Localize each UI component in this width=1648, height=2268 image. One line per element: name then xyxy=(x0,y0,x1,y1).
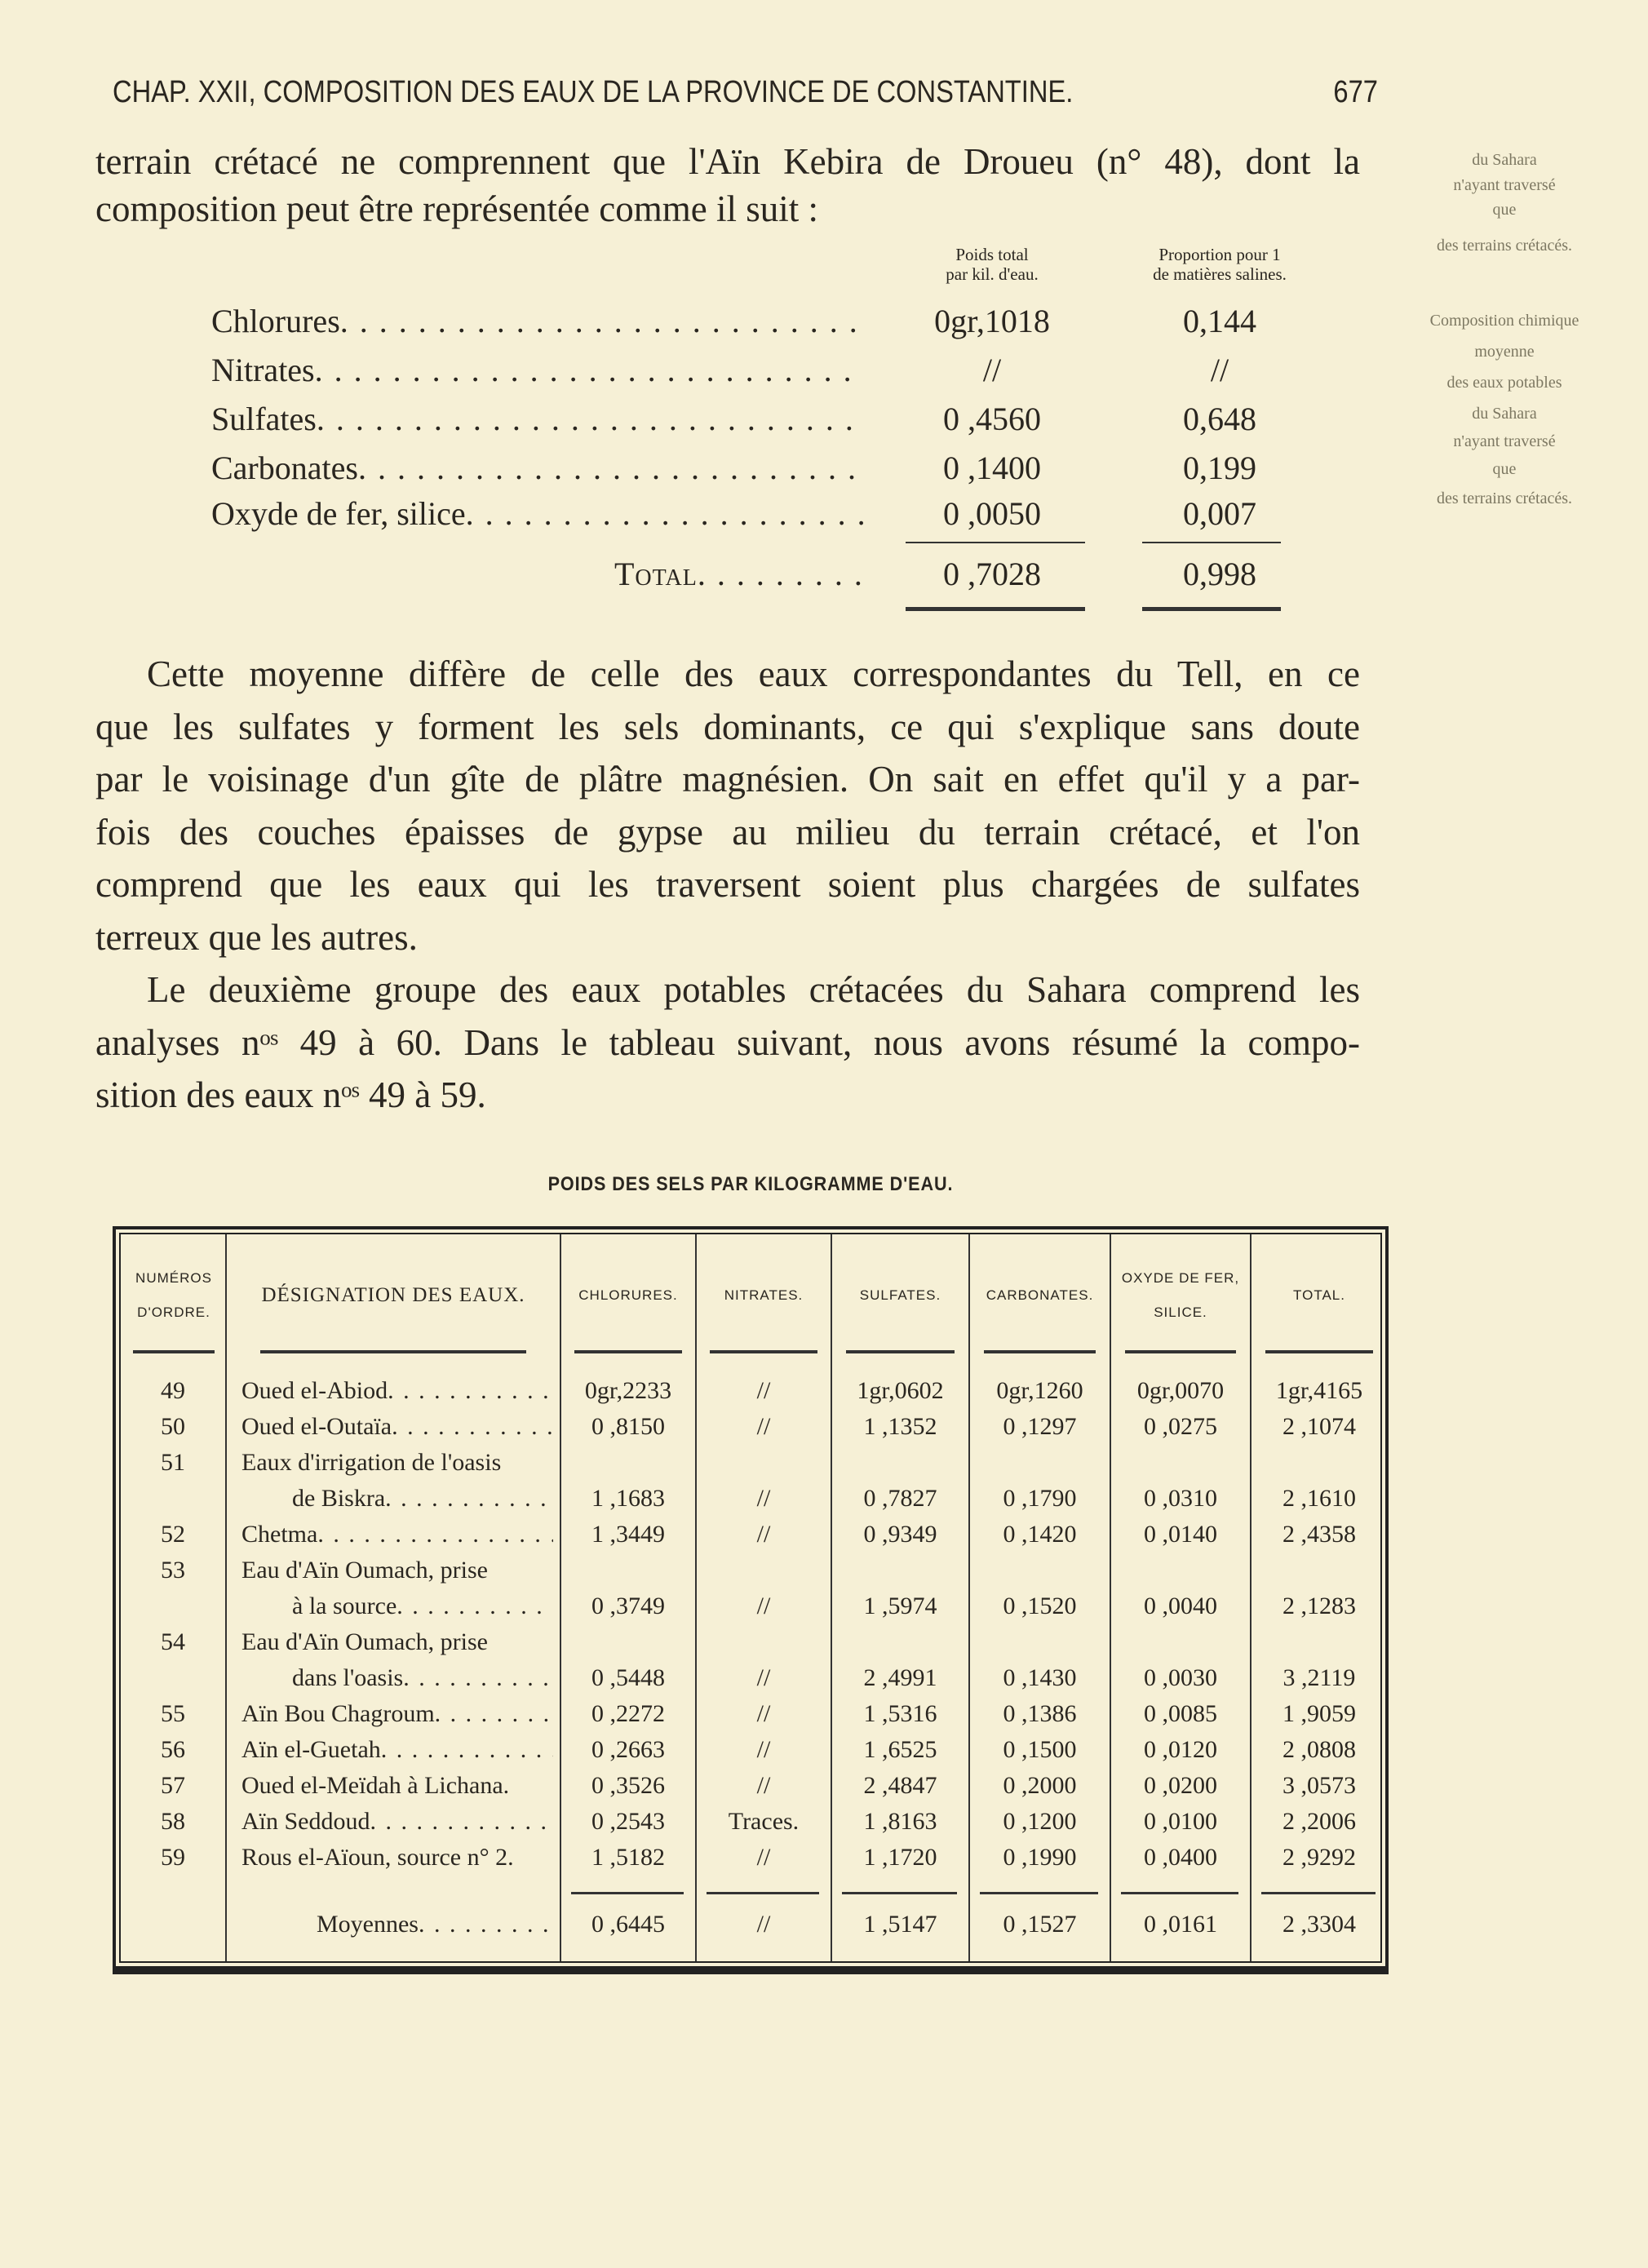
intro-line: composition peut être représentée comme il suit : xyxy=(95,188,818,229)
header-line: Poids total xyxy=(955,245,1029,264)
composition-row xyxy=(211,400,1272,441)
row-label-wrap xyxy=(211,494,864,533)
designation xyxy=(241,1445,553,1517)
designation xyxy=(241,1553,553,1624)
dot-leader xyxy=(466,494,864,533)
value-cell: 2 ,0808 xyxy=(1283,1736,1356,1763)
designation-text: Chetma xyxy=(241,1521,318,1548)
header-line: OXYDE DE FER, xyxy=(1121,1270,1240,1286)
designation-text: Aïn el-Guetah xyxy=(241,1736,381,1763)
composition-row xyxy=(211,449,1272,489)
value-cell: 0 ,1527 xyxy=(1003,1911,1077,1938)
designation xyxy=(317,1907,553,1942)
margin-note-line: Composition chimique xyxy=(1429,312,1579,330)
row-label-wrap xyxy=(211,302,864,340)
row-number: 58 xyxy=(161,1808,185,1835)
value-cell: 3 ,2119 xyxy=(1283,1664,1356,1691)
designation-line xyxy=(241,1373,553,1409)
designation xyxy=(241,1624,553,1696)
value-cell: 0 ,0030 xyxy=(1144,1664,1217,1691)
designation xyxy=(241,1732,553,1768)
header-designation xyxy=(227,1234,560,1357)
dot-leader xyxy=(340,302,864,340)
header-total xyxy=(1252,1234,1387,1357)
designation-text: Oued el-Outaïa xyxy=(241,1413,392,1440)
dot-leader xyxy=(698,555,864,593)
value-cell: 0 ,0120 xyxy=(1144,1736,1217,1763)
row-number: 51 xyxy=(161,1449,185,1476)
header-label: TOTAL. xyxy=(1293,1287,1345,1303)
body-line: analyses nᵒˢ 49 à 60. Dans le tableau suivant, nous avons résumé la compo- xyxy=(95,1022,1360,1063)
designation-line xyxy=(241,1517,553,1553)
value-cell: 2 ,4991 xyxy=(863,1664,937,1691)
designation xyxy=(241,1696,553,1732)
header-label: NITRATES. xyxy=(724,1287,804,1303)
value-cell: 0 ,0275 xyxy=(1144,1413,1217,1440)
average-rule xyxy=(1121,1892,1238,1894)
value-cell: // xyxy=(756,1911,771,1938)
value-cell: 0 ,0400 xyxy=(1144,1844,1217,1871)
designation xyxy=(241,1409,553,1445)
designation-text: à la source xyxy=(292,1592,397,1619)
weight-value: // xyxy=(982,352,1002,388)
proportion-value: // xyxy=(1210,352,1229,388)
row-label: Carbonates xyxy=(211,450,358,486)
header-chlorures xyxy=(561,1234,695,1357)
dot-leader xyxy=(388,1373,553,1409)
designation-line xyxy=(317,1907,553,1942)
value-cell: // xyxy=(756,1700,771,1727)
intro-line: terrain crétacé ne comprennent que l'Aïn Kebira de Droueu (n° 48), dont la xyxy=(95,141,1360,182)
value-cell: 0 ,2543 xyxy=(591,1808,665,1835)
value-cell: 1 ,5974 xyxy=(863,1592,937,1619)
value-cell: 2 ,4358 xyxy=(1283,1521,1356,1548)
table-row xyxy=(121,1732,1380,1768)
margin-note-line: que xyxy=(1492,201,1517,219)
weight-value: 0 ,4560 xyxy=(943,401,1041,437)
value-cell: 0 ,0200 xyxy=(1144,1772,1217,1799)
header-rule xyxy=(984,1350,1096,1353)
designation-line xyxy=(241,1696,553,1732)
body-line: Cette moyenne diffère de celle des eaux correspondantes du Tell, en ce xyxy=(147,653,1360,694)
value-cell: 3 ,0573 xyxy=(1283,1772,1356,1799)
proportion-value: 0,007 xyxy=(1183,495,1256,532)
body-line: fois des couches épaisses de gypse au milieu du terrain crétacé, et l'on xyxy=(95,812,1360,853)
designation xyxy=(241,1373,553,1409)
total-label: Total xyxy=(614,556,698,592)
designation-line xyxy=(241,1445,553,1481)
weight-value: 0 ,1400 xyxy=(943,450,1041,486)
body-line: par le voisinage d'un gîte de plâtre magnésien. On sait en effet qu'il y a par- xyxy=(95,759,1360,800)
header-rule xyxy=(133,1350,215,1353)
value-cell: 0 ,1790 xyxy=(1003,1485,1077,1512)
value-cell: 0 ,0040 xyxy=(1144,1592,1217,1619)
value-cell: // xyxy=(756,1844,771,1871)
row-label: Sulfates xyxy=(211,401,317,437)
value-cell: 0 ,3749 xyxy=(591,1592,665,1619)
row-number: 54 xyxy=(161,1628,185,1655)
row-number: 57 xyxy=(161,1772,185,1799)
row-label: Oxyde de fer, silice xyxy=(211,495,466,532)
table-row xyxy=(121,1768,1380,1804)
header-line: par kil. d'eau. xyxy=(946,264,1039,284)
averages-row xyxy=(121,1907,1380,1942)
table-row xyxy=(121,1804,1380,1840)
value-cell: // xyxy=(756,1485,771,1512)
margin-note-line: du Sahara xyxy=(1472,151,1537,169)
table-row xyxy=(121,1840,1380,1876)
value-cell: 0 ,1420 xyxy=(1003,1521,1077,1548)
dot-leader xyxy=(317,1517,553,1553)
value-cell: 0 ,5448 xyxy=(591,1664,665,1691)
value-cell: 0 ,1520 xyxy=(1003,1592,1077,1619)
designation-line xyxy=(241,1768,553,1804)
value-cell: // xyxy=(756,1592,771,1619)
header-label: DÉSIGNATION DES EAUX. xyxy=(261,1284,525,1306)
designation-line xyxy=(241,1409,553,1445)
designation-line xyxy=(241,1660,553,1696)
table-row xyxy=(121,1624,1380,1696)
average-rule xyxy=(571,1892,684,1894)
header-rule xyxy=(846,1350,955,1353)
designation-text: de Biskra xyxy=(292,1485,386,1512)
average-rule xyxy=(707,1892,819,1894)
value-cell: Traces. xyxy=(728,1808,800,1835)
weight-value: 0gr,1018 xyxy=(934,303,1050,339)
value-cell: 0 ,1200 xyxy=(1003,1808,1077,1835)
designation-text: Aïn Bou Chagroum xyxy=(241,1700,435,1727)
row-number: 49 xyxy=(161,1377,185,1404)
value-cell: 0 ,1500 xyxy=(1003,1736,1077,1763)
header-rule xyxy=(1125,1350,1236,1353)
composition-row xyxy=(211,494,1272,535)
total-weight: 0 ,7028 xyxy=(943,556,1041,592)
value-cell: // xyxy=(756,1377,771,1404)
designation-text: Rous el-Aïoun, source n° 2. xyxy=(241,1844,514,1871)
row-label-wrap xyxy=(211,400,864,438)
header-rule xyxy=(260,1350,526,1353)
row-number: 56 xyxy=(161,1736,185,1763)
value-cell: 1 ,5147 xyxy=(863,1911,937,1938)
value-cell: 2 ,4847 xyxy=(863,1772,937,1799)
designation-text: dans l'oasis xyxy=(292,1664,404,1691)
table-row xyxy=(121,1553,1380,1624)
designation-line xyxy=(241,1840,553,1876)
total-row xyxy=(211,555,1272,596)
value-cell: // xyxy=(756,1413,771,1440)
salts-table xyxy=(113,1226,1389,1974)
table-inner-frame xyxy=(119,1233,1382,1963)
proportion-header xyxy=(1114,245,1326,284)
designation-line xyxy=(241,1588,553,1624)
header-rule xyxy=(574,1350,681,1353)
value-cell: 0 ,1430 xyxy=(1003,1664,1077,1691)
sum-rule xyxy=(1142,542,1281,543)
sum-rule xyxy=(906,542,1085,543)
value-cell: 2 ,1283 xyxy=(1283,1592,1356,1619)
header-line: Proportion pour 1 xyxy=(1158,245,1281,264)
header-nitrates xyxy=(697,1234,831,1357)
margin-note-line: que xyxy=(1492,460,1517,478)
row-label-wrap xyxy=(211,351,864,389)
margin-note-line: n'ayant traversé xyxy=(1453,432,1556,450)
designation-line xyxy=(241,1732,553,1768)
header-number xyxy=(122,1234,225,1357)
dot-leader xyxy=(419,1907,553,1942)
row-number: 53 xyxy=(161,1557,185,1584)
dot-leader xyxy=(385,1481,553,1517)
dot-leader xyxy=(317,400,864,438)
designation-line xyxy=(241,1804,553,1840)
value-cell: 0 ,2272 xyxy=(591,1700,665,1727)
margin-note-line: des terrains crétacés. xyxy=(1436,489,1572,507)
designation-text: Oued el-Meïdah à Lichana. xyxy=(241,1772,510,1799)
weight-header xyxy=(886,245,1098,284)
designation-text: Eau d'Aïn Oumach, prise xyxy=(241,1557,488,1584)
designation-line xyxy=(241,1624,553,1660)
value-cell: 0 ,3526 xyxy=(591,1772,665,1799)
dot-leader xyxy=(358,449,864,487)
composition-row xyxy=(211,351,1272,392)
row-label-wrap xyxy=(211,449,864,487)
weight-value: 0 ,0050 xyxy=(943,495,1041,532)
row-number: 50 xyxy=(161,1413,185,1440)
header-label: CARBONATES. xyxy=(986,1287,1094,1303)
value-cell: 0 ,2663 xyxy=(591,1736,665,1763)
header-label: CHLORURES. xyxy=(578,1287,678,1303)
value-cell: 2 ,3304 xyxy=(1283,1911,1356,1938)
margin-note-line: moyenne xyxy=(1474,343,1535,361)
dot-leader xyxy=(403,1660,553,1696)
value-cell: 1 ,8163 xyxy=(863,1808,937,1835)
table-row xyxy=(121,1373,1380,1409)
value-cell: 0 ,0100 xyxy=(1144,1808,1217,1835)
designation-text: Eau d'Aïn Oumach, prise xyxy=(241,1628,488,1655)
designation-text: Aïn Seddoud xyxy=(241,1808,370,1835)
row-number: 52 xyxy=(161,1521,185,1548)
value-cell: 0 ,6445 xyxy=(591,1911,665,1938)
value-cell: 0 ,1990 xyxy=(1003,1844,1077,1871)
value-cell: 0gr,2233 xyxy=(584,1377,672,1404)
margin-note-line: des eaux potables xyxy=(1446,374,1562,392)
body-line: comprend que les eaux qui les traversent soient plus chargées de sulfates xyxy=(95,864,1360,905)
value-cell: 2 ,2006 xyxy=(1283,1808,1356,1835)
body-line: que les sulfates y forment les sels dominants, ce qui s'explique sans doute xyxy=(95,707,1360,747)
table-row xyxy=(121,1517,1380,1553)
designation-text: Oued el-Abiod xyxy=(241,1377,388,1404)
margin-note-line: du Sahara xyxy=(1472,405,1537,423)
proportion-value: 0,199 xyxy=(1183,450,1256,486)
body-line: terreux que les autres. xyxy=(95,917,418,958)
value-cell: 1 ,5316 xyxy=(863,1700,937,1727)
composition-row xyxy=(211,302,1272,343)
row-label-wrap xyxy=(614,555,864,593)
designation xyxy=(241,1517,553,1553)
value-cell: 1 ,6525 xyxy=(863,1736,937,1763)
value-cell: 1 ,1352 xyxy=(863,1413,937,1440)
row-label: Chlorures xyxy=(211,303,340,339)
proportion-value: 0,648 xyxy=(1183,401,1256,437)
value-cell: 0 ,0085 xyxy=(1144,1700,1217,1727)
table-row xyxy=(121,1409,1380,1445)
double-rule xyxy=(906,607,1085,611)
row-label: Nitrates xyxy=(211,352,315,388)
value-cell: 0 ,7827 xyxy=(863,1485,937,1512)
table-row xyxy=(121,1696,1380,1732)
designation-text: Moyennes xyxy=(317,1911,419,1938)
average-rule xyxy=(1261,1892,1376,1894)
value-cell: // xyxy=(756,1736,771,1763)
header-line: SILICE. xyxy=(1154,1305,1207,1320)
header-line: de matières salines. xyxy=(1153,264,1287,284)
average-rule xyxy=(980,1892,1098,1894)
table-title: POIDS DES SELS PAR KILOGRAMME D'EAU. xyxy=(547,1173,954,1195)
value-cell: 1gr,4165 xyxy=(1275,1377,1363,1404)
row-number: 59 xyxy=(161,1844,185,1871)
designation-text: Eaux d'irrigation de l'oasis xyxy=(241,1449,502,1476)
double-rule xyxy=(1142,607,1281,611)
margin-note-line: n'ayant traversé xyxy=(1453,176,1556,194)
designation xyxy=(241,1768,553,1804)
value-cell: 1 ,3449 xyxy=(591,1521,665,1548)
value-cell: 1 ,9059 xyxy=(1283,1700,1356,1727)
header-label: SULFATES. xyxy=(859,1287,941,1303)
value-cell: 0gr,1260 xyxy=(996,1377,1083,1404)
value-cell: 1gr,0602 xyxy=(857,1377,944,1404)
total-proportion: 0,998 xyxy=(1183,556,1256,592)
header-carbonates xyxy=(970,1234,1110,1357)
value-cell: 0 ,0140 xyxy=(1144,1521,1217,1548)
header-line: NUMÉROS xyxy=(135,1270,212,1286)
value-cell: // xyxy=(756,1664,771,1691)
running-header xyxy=(113,75,1378,110)
average-rule xyxy=(842,1892,957,1894)
header-oxyde xyxy=(1111,1234,1250,1357)
body-line: Le deuxième groupe des eaux potables crétacées du Sahara comprend les xyxy=(147,969,1360,1010)
value-cell: 0 ,1386 xyxy=(1003,1700,1077,1727)
header-line: D'ORDRE. xyxy=(137,1305,210,1320)
row-number: 55 xyxy=(161,1700,185,1727)
value-cell: 1 ,1720 xyxy=(863,1844,937,1871)
value-cell: // xyxy=(756,1772,771,1799)
value-cell: 0 ,0310 xyxy=(1144,1485,1217,1512)
value-cell: 0 ,8150 xyxy=(591,1413,665,1440)
designation-line xyxy=(241,1553,553,1588)
dot-leader xyxy=(370,1804,554,1840)
dot-leader xyxy=(392,1409,553,1445)
margin-note-line: des terrains crétacés. xyxy=(1436,237,1572,255)
value-cell: 0 ,2000 xyxy=(1003,1772,1077,1799)
value-cell: 1 ,1683 xyxy=(591,1485,665,1512)
designation-line xyxy=(241,1481,553,1517)
dot-leader xyxy=(381,1732,553,1768)
dot-leader xyxy=(315,351,864,389)
value-cell: 0 ,9349 xyxy=(863,1521,937,1548)
header-rule xyxy=(1265,1350,1374,1353)
value-cell: // xyxy=(756,1521,771,1548)
value-cell: 0 ,0161 xyxy=(1144,1911,1217,1938)
value-cell: 1 ,5182 xyxy=(591,1844,665,1871)
value-cell: 2 ,1610 xyxy=(1283,1485,1356,1512)
header-sulfates xyxy=(832,1234,968,1357)
designation xyxy=(241,1840,553,1876)
dot-leader xyxy=(396,1588,553,1624)
header-rule xyxy=(710,1350,817,1353)
value-cell: 2 ,9292 xyxy=(1283,1844,1356,1871)
value-cell: 0 ,1297 xyxy=(1003,1413,1077,1440)
chapter-title: CHAP. XXII, COMPOSITION DES EAUX DE LA PROVINCE DE CONSTANTINE. xyxy=(113,75,1074,109)
designation xyxy=(241,1804,553,1840)
page-number: 677 xyxy=(1333,75,1378,109)
dot-leader xyxy=(435,1696,553,1732)
proportion-value: 0,144 xyxy=(1183,303,1256,339)
table-row xyxy=(121,1445,1380,1517)
value-cell: 0gr,0070 xyxy=(1136,1377,1225,1404)
body-line: sition des eaux nᵒˢ 49 à 59. xyxy=(95,1074,486,1115)
value-cell: 2 ,1074 xyxy=(1283,1413,1356,1440)
